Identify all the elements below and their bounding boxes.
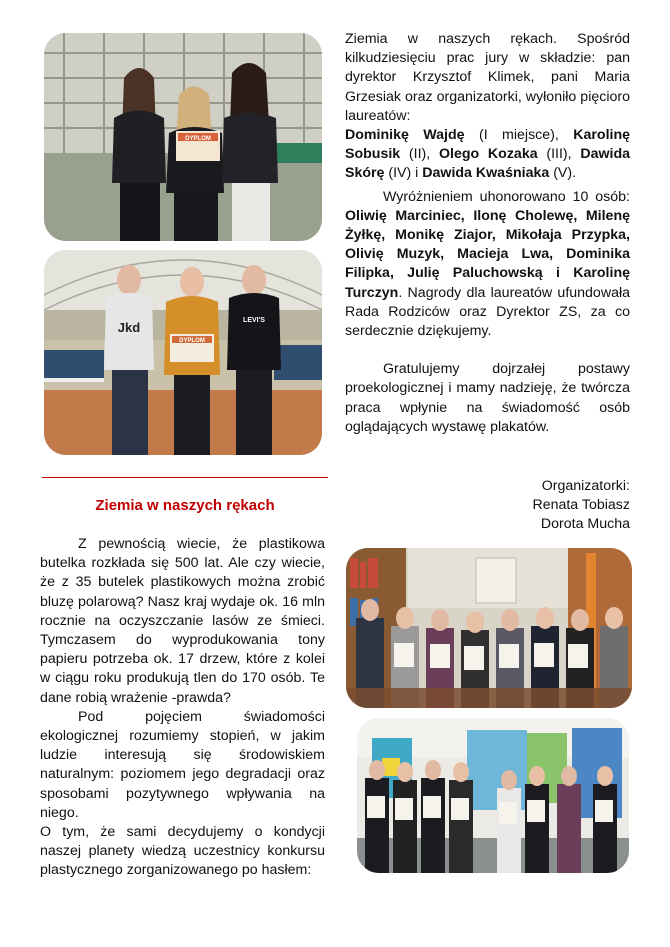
laureate-3: Olego Kozaka: [438, 146, 538, 163]
photo-group-with-posters: [357, 718, 629, 873]
signature-block: [532, 477, 630, 535]
article-title: Ziemia w naszych rękach: [95, 497, 275, 514]
laureate-4-place: (IV) i: [384, 165, 423, 182]
distinction-paragraph: [345, 188, 630, 342]
laureate-1: Dominikę Wajdę: [345, 127, 465, 144]
awareness-paragraph: Pod pojęciem świadomości ekologicznej rozumiemy stopień, w jakim ludzie interesują się środowiskiem naturalnym: poziomem jego degradacji oraz sposobami pozytywnego wpływania na niego.: [40, 708, 325, 821]
laureate-4: Dawida Skórę: [345, 146, 630, 182]
photo-three-boys-with-diploma: [44, 250, 322, 455]
distinction-lead: Wyróżnieniem uhonorowano 10 osób:: [383, 188, 630, 205]
laureate-2: Karolinę Sobusik: [345, 127, 631, 163]
right-column-text: [345, 30, 630, 437]
distinguished-list: Oliwię Marciniec, Ilonę Cholewę, Milenę Żyłkę, Monikę Ziajor, Mikołaja Przypka, Olivię Muzyk, Macieja Lwa, Dominika Filipka, Julię Paluchowską i Karolinę Turczyn: [345, 207, 630, 301]
section-divider: [42, 477, 328, 478]
winners-intro: Ziemia w naszych rękach. Spośród kilkudziesięciu prac jury w składzie: pan dyrektor Krzysztof Klimek, pani Maria Grzesiak oraz organizatorki, wyłoniło pięcioro laureatów:: [345, 31, 630, 124]
photo-three-girls-with-diploma: [44, 33, 322, 241]
laureate-5: Dawida Kwaśniaka: [422, 165, 550, 182]
winners-paragraph: [345, 30, 630, 184]
intro-paragraph: Z pewnością wiecie, że plastikowa butelka rozkłada się 500 lat. Ale czy wiecie, że z 35 butelek plastikowych można zrobić bluzę polarową? Nasz kraj wydaje ok. 16 mln rocznie na oczyszczanie lasów ze śmieci. Tymczasem do wyprodukowania tony papieru potrzeba ok. 17 drzew, które z kolei w ciągu roku produkują tlen do 170 osób. Te dane robią wrażenie -prawda?: [40, 536, 325, 706]
signature-name-2: Dorota Mucha: [540, 516, 630, 533]
left-column-text: [40, 535, 325, 881]
laureate-3-place: (III),: [537, 146, 581, 163]
shirt-text-right: LEVI'S: [243, 317, 265, 324]
signature-name-1: Renata Tobiasz: [532, 497, 630, 514]
diploma-label: DYPLOM: [179, 338, 205, 344]
laureate-1-place: (I miejsce),: [464, 127, 574, 144]
shirt-text-left: Jkd: [117, 320, 141, 335]
distinction-tail: . Nagrody dla laureatów ufundowała Rada Rodziców oraz Dyrektor ZS, za co serdecznie dziękujemy.: [345, 284, 630, 340]
diploma-label: DYPLOM: [185, 136, 211, 142]
congratulations-paragraph: Gratulujemy dojrzałej postawy proekologicznej i mamy nadzieję, że twórcza praca wpłynie na świadomość osób oglądających wystawę plakatów.: [345, 361, 630, 435]
contest-paragraph: O tym, że sami decydujemy o kondycji naszej planety wiedzą uczestnicy konkursu plastycznego zorganizowanego po hasłem:: [40, 824, 325, 879]
signature-label: Organizatorki:: [541, 478, 630, 494]
photo-group-in-library: [346, 548, 632, 708]
laureate-5-place: (V).: [549, 165, 577, 182]
laureate-2-place: (II),: [400, 146, 439, 163]
